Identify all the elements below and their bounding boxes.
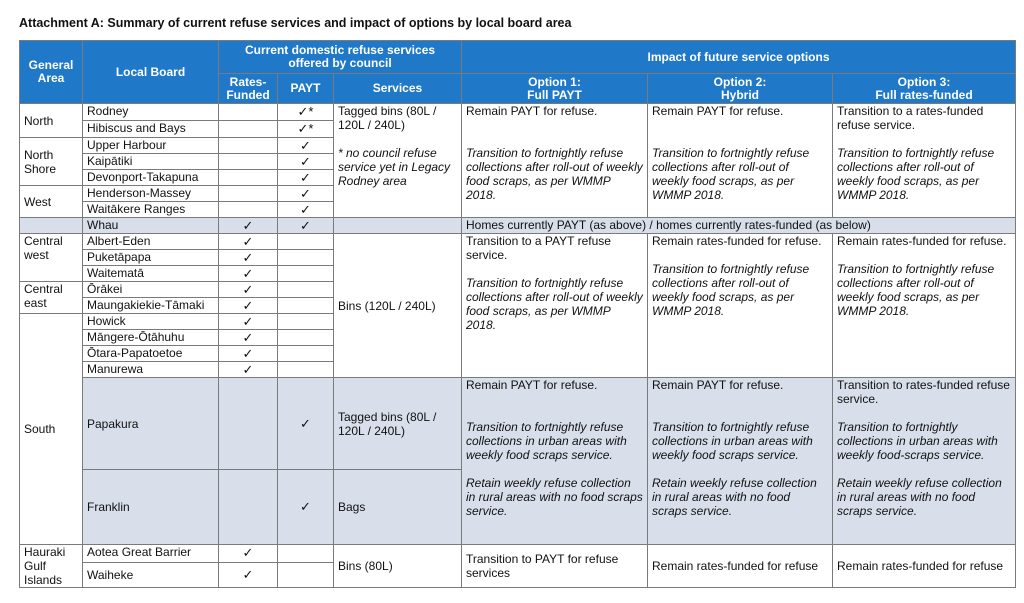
rates-cell <box>219 121 278 138</box>
payt-check: ✓ <box>278 218 334 234</box>
services-bins-80: Bins (80L) <box>334 545 462 588</box>
rates-funded-header: Rates-Funded <box>219 74 278 104</box>
payt-header: PAYT <box>278 74 334 104</box>
payt-check: ✓ <box>278 470 334 545</box>
area-central-west: Central west <box>20 234 83 282</box>
area-blank <box>20 218 83 234</box>
payt-cell <box>278 562 334 587</box>
payt-cell <box>278 346 334 362</box>
rates-cell <box>219 378 278 470</box>
central-option3: Remain rates-funded for refuse. Transition to fortnightly refuse collections after roll-out of weekly food scraps, as per WMMP 2018. <box>833 234 1016 378</box>
payt-check: ✓* <box>278 104 334 121</box>
board-kaipatiki: Kaipātiki <box>83 154 219 170</box>
payt-check: ✓* <box>278 121 334 138</box>
board-albert-eden: Albert-Eden <box>83 234 219 250</box>
services-tagged-bins: Tagged bins (80L / 120L / 240L) * no council refuse service yet in Legacy Rodney area <box>334 104 462 218</box>
board-waitakere: Waitākere Ranges <box>83 202 219 218</box>
rates-cell <box>219 202 278 218</box>
north-option2: Remain PAYT for refuse. Transition to fortnightly refuse collections after roll-out of weekly food scraps, as per WMMP 2018. <box>648 104 833 218</box>
gulf-option2: Remain rates-funded for refuse <box>648 545 833 588</box>
board-orakei: Ōrākei <box>83 282 219 298</box>
area-north: North <box>20 104 83 138</box>
services-tagged-bins-papakura: Tagged bins (80L / 120L / 240L) <box>334 378 462 470</box>
board-whau: Whau <box>83 218 219 234</box>
payt-cell <box>278 234 334 250</box>
option3-header: Option 3: Full rates-funded <box>833 74 1016 104</box>
payt-cell <box>278 250 334 266</box>
board-aotea: Aotea Great Barrier <box>83 545 219 563</box>
board-puketapapa: Puketāpapa <box>83 250 219 266</box>
rates-cell <box>219 170 278 186</box>
board-hibiscus: Hibiscus and Bays <box>83 121 219 138</box>
rates-check: ✓ <box>219 250 278 266</box>
services-bags: Bags <box>334 470 462 545</box>
central-option2: Remain rates-funded for refuse. Transition to fortnightly refuse collections after roll-out of weekly food scraps, as per WMMP 2018. <box>648 234 833 378</box>
page-title: Attachment A: Summary of current refuse services and impact of options by local board area <box>19 16 572 30</box>
payt-check: ✓ <box>278 170 334 186</box>
rates-check: ✓ <box>219 346 278 362</box>
rates-check: ✓ <box>219 330 278 346</box>
board-waiheke: Waiheke <box>83 562 219 587</box>
area-hauraki: Hauraki Gulf Islands <box>20 545 83 588</box>
board-maungakiekie: Maungakiekie-Tāmaki <box>83 298 219 314</box>
rates-cell <box>219 470 278 545</box>
summary-table <box>19 40 1016 588</box>
payt-cell <box>278 282 334 298</box>
area-north-shore: North Shore <box>20 138 83 186</box>
rates-check: ✓ <box>219 282 278 298</box>
board-waitemata: Waitematā <box>83 266 219 282</box>
services-blank <box>334 218 462 234</box>
gulf-option1: Transition to PAYT for refuse services <box>462 545 648 588</box>
board-rodney: Rodney <box>83 104 219 121</box>
rates-check: ✓ <box>219 266 278 282</box>
north-option3: Transition to a rates-funded refuse service. Transition to fortnightly refuse collections after roll-out of weekly food scraps, as per WMMP 2018. <box>833 104 1016 218</box>
gulf-option3: Remain rates-funded for refuse <box>833 545 1016 588</box>
option1-header: Option 1: Full PAYT <box>462 74 648 104</box>
board-papakura: Papakura <box>83 378 219 470</box>
current-services-header: Current domestic refuse services offered by council <box>219 41 462 74</box>
rates-check: ✓ <box>219 234 278 250</box>
central-option1: Transition to a PAYT refuse service. Transition to fortnightly refuse collections after roll-out of weekly food scraps, as per WMMP 2018. <box>462 234 648 378</box>
payt-check: ✓ <box>278 154 334 170</box>
board-mangere: Māngere-Ōtāhuhu <box>83 330 219 346</box>
payt-check: ✓ <box>278 378 334 470</box>
area-central-east: Central east <box>20 282 83 314</box>
board-otara: Ōtara-Papatoetoe <box>83 346 219 362</box>
board-devonport: Devonport-Takapuna <box>83 170 219 186</box>
option2-header: Option 2: Hybrid <box>648 74 833 104</box>
payt-cell <box>278 298 334 314</box>
rates-check: ✓ <box>219 362 278 378</box>
rates-check: ✓ <box>219 545 278 563</box>
payt-check: ✓ <box>278 202 334 218</box>
rates-cell <box>219 186 278 202</box>
area-west: West <box>20 186 83 218</box>
general-area-header: General Area <box>20 41 83 104</box>
north-option1: Remain PAYT for refuse. Transition to fortnightly refuse collections after roll-out of weekly food scraps, as per WMMP 2018. <box>462 104 648 218</box>
rates-check: ✓ <box>219 562 278 587</box>
rates-check: ✓ <box>219 298 278 314</box>
payt-cell <box>278 545 334 563</box>
south-option1: Remain PAYT for refuse. Transition to fortnightly refuse collections in urban areas with weekly food scraps service. Retain weekly refuse collection in rural areas with no food scraps service. <box>462 378 648 545</box>
rates-cell <box>219 104 278 121</box>
south-option3: Transition to rates-funded refuse service. Transition to fortnightly collections in urban areas with weekly food-scraps service. Retain weekly refuse collection in rural areas with no food scraps service. <box>833 378 1016 545</box>
payt-cell <box>278 314 334 330</box>
rates-check: ✓ <box>219 314 278 330</box>
payt-check: ✓ <box>278 186 334 202</box>
rates-cell <box>219 138 278 154</box>
payt-check: ✓ <box>278 138 334 154</box>
rates-check: ✓ <box>219 218 278 234</box>
rates-cell <box>219 154 278 170</box>
board-henderson: Henderson-Massey <box>83 186 219 202</box>
whau-options: Homes currently PAYT (as above) / homes currently rates-funded (as below) <box>462 218 1016 234</box>
local-board-header: Local Board <box>83 41 219 104</box>
services-header: Services <box>334 74 462 104</box>
south-option2: Remain PAYT for refuse. Transition to fortnightly refuse collections in urban areas with weekly food scraps service. Retain weekly refuse collection in rural areas with no food scraps service. <box>648 378 833 545</box>
board-upper-harbour: Upper Harbour <box>83 138 219 154</box>
payt-cell <box>278 330 334 346</box>
board-manurewa: Manurewa <box>83 362 219 378</box>
payt-cell <box>278 362 334 378</box>
board-howick: Howick <box>83 314 219 330</box>
payt-cell <box>278 266 334 282</box>
board-franklin: Franklin <box>83 470 219 545</box>
impact-header: Impact of future service options <box>462 41 1016 74</box>
services-bins-120-240: Bins (120L / 240L) <box>334 234 462 378</box>
area-south: South <box>20 314 83 545</box>
